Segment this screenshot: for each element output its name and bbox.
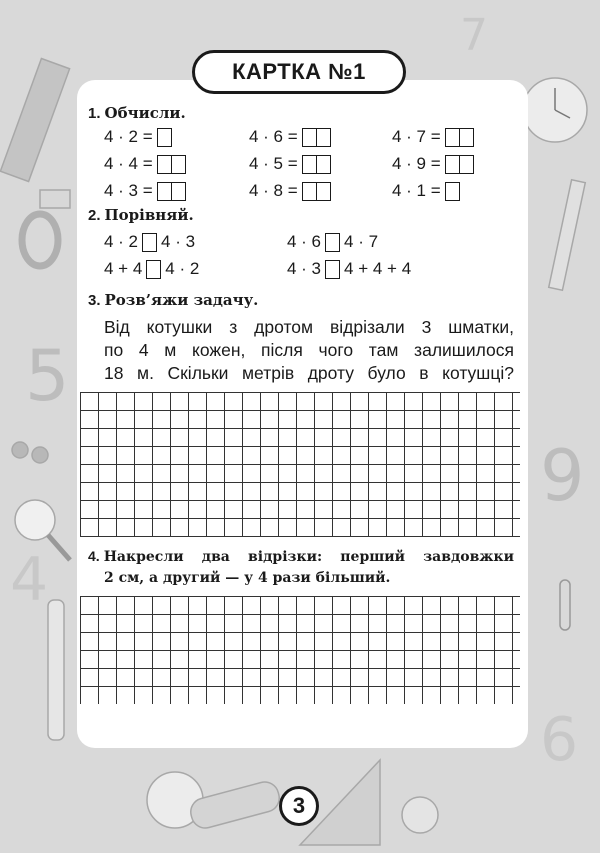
compare-box[interactable] [325,260,340,279]
exercise-expression: 4 · 1 = [392,181,441,200]
compare-item [287,231,378,253]
answer-cell[interactable] [157,155,172,174]
task4-line2: 2 см, а другий — у 4 рази більший. [104,570,391,586]
answer-cell[interactable] [445,128,460,147]
svg-text:6: 6 [540,705,579,775]
digit-5-icon [25,335,70,417]
exercise [249,153,331,175]
apple-icon [402,797,438,833]
compare-left: 4 + 4 [104,259,143,278]
answer-cell[interactable] [460,128,474,147]
exercise-expression: 4 · 2 = [104,127,153,146]
compare-right: 4 · 2 [165,259,200,278]
compare-box[interactable] [146,260,161,279]
exercise-expression: 4 · 3 = [104,181,153,200]
pen-icon [48,600,64,740]
exercise [104,126,172,148]
compare-left: 4 · 3 [287,259,322,278]
task2-title: Порівняй. [104,206,194,224]
pencil-icon [549,180,586,291]
task4-line1: Накресли два відрізки: перший завдовжки [103,549,514,565]
exercise [392,126,474,148]
task2-heading [88,206,194,224]
task3-number: 3. [88,292,101,309]
compare-item [104,258,199,280]
task2-number: 2. [88,207,101,224]
exercise [104,180,186,202]
answer-cell[interactable] [317,128,331,147]
task3-heading [88,291,258,309]
task4-text [88,546,514,589]
svg-text:4: 4 [10,545,49,615]
compare-right: 4 · 7 [344,232,379,251]
exercise-expression: 4 · 4 = [104,154,153,173]
digit-7-icon [460,10,488,61]
task3-problem-text [104,316,514,385]
compare-right: 4 + 4 + 4 [344,259,412,278]
task1-title: Обчисли. [104,104,186,122]
task1-number: 1. [88,105,101,122]
answer-cell[interactable] [460,155,474,174]
answer-cell[interactable] [172,155,186,174]
page-number-text: 3 [292,793,306,818]
task1-heading [88,104,186,122]
exercise-expression: 4 · 8 = [249,181,298,200]
compare-right: 4 · 3 [161,232,196,251]
exercise-expression: 4 · 5 = [249,154,298,173]
exercise-expression: 4 · 7 = [392,127,441,146]
compare-left: 4 · 2 [104,232,139,251]
exercise-expression: 4 · 9 = [392,154,441,173]
digit-0-icon [22,214,58,266]
exercise [249,180,331,202]
compare-box[interactable] [142,233,157,252]
answer-cell[interactable] [445,182,460,201]
page-number [279,786,319,826]
compare-box[interactable] [325,233,340,252]
answer-cell[interactable] [445,155,460,174]
compare-left: 4 · 6 [287,232,322,251]
answer-cell[interactable] [302,155,317,174]
task3-title: Розв’яжи задачу. [104,291,259,309]
answer-cell[interactable] [172,182,186,201]
paperclip-icon [560,580,570,630]
problem-line: по 4 м кожен, після чого там залишилося [104,340,514,360]
exercise [392,180,460,202]
exercise-expression: 4 · 6 = [249,127,298,146]
digit-4-icon [10,545,48,615]
compare-item [287,258,411,280]
problem-line: Від котушки з дротом відрізали 3 шматки, [104,317,514,337]
task4-drawing-grid[interactable] [80,596,520,704]
digit-6-icon [540,705,578,775]
exercise [104,153,186,175]
svg-text:9: 9 [540,435,585,517]
problem-line: 18 м. Скільки метрів дроту було в котушці? [104,363,514,383]
answer-cell[interactable] [157,128,172,147]
compare-item [104,231,195,253]
task4-number: 4. [88,548,100,564]
answer-cell[interactable] [317,182,331,201]
answer-cell[interactable] [302,182,317,201]
answer-cell[interactable] [317,155,331,174]
task3-answer-grid[interactable] [80,392,520,538]
cherries-icon [12,442,48,463]
svg-text:7: 7 [460,10,488,61]
digit-9-icon [540,435,585,517]
clock-icon [523,78,587,142]
exercise [249,126,331,148]
eraser-icon [40,190,70,208]
exercise [392,153,474,175]
svg-text:5: 5 [25,335,70,417]
card-title: КАРТКА №1 [232,59,366,84]
card-title-box [192,50,406,94]
answer-cell[interactable] [302,128,317,147]
answer-cell[interactable] [157,182,172,201]
glue-tube-icon [188,779,283,831]
ruler-icon [0,58,69,181]
